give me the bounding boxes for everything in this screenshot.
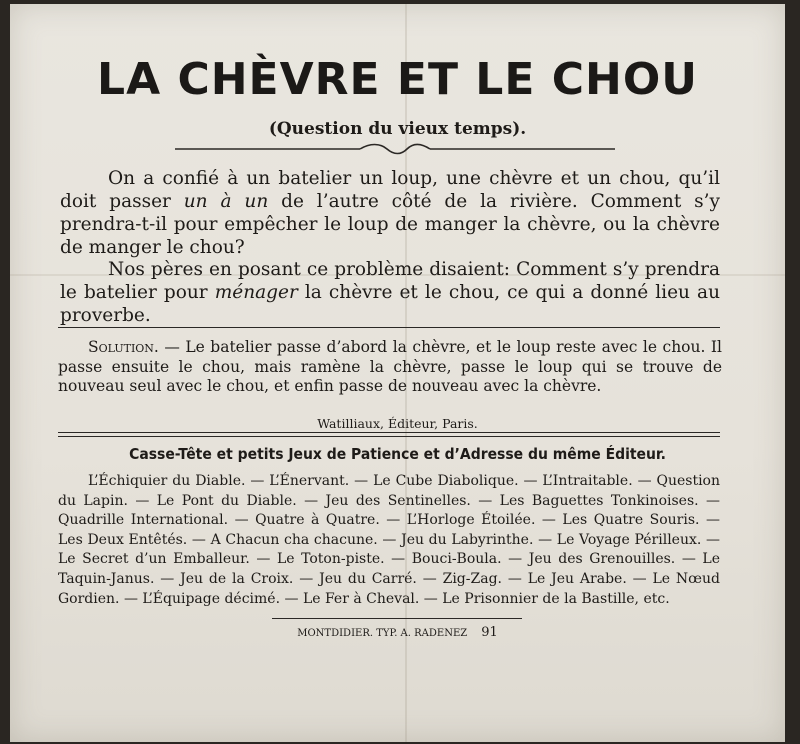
problem-text-1b: de l’autre côté de la rivière. Comment s’y prendra-t-il pour empêcher le loup de manger la chèvre, ou la chèvre de manger le chou?	[60, 191, 720, 258]
page-subtitle: (Question du vieux temps).	[268, 119, 527, 139]
divider-rule	[58, 327, 720, 328]
games-list	[58, 472, 720, 609]
printer-footer	[10, 625, 785, 640]
page-title: LA CHÈVRE ET LE CHOU	[97, 54, 698, 105]
problem-text-2b: la chèvre et le chou, ce qui a donné lieu au proverbe.	[60, 282, 720, 326]
problem-text-2a: Nos pères en posant ce problème disaient: Comment s’y prendra le batelier pour	[60, 259, 720, 303]
problem-paragraph-1	[60, 167, 720, 259]
games-list-text: L’Échiquier du Diable. — L’Énervant. — Le Cube Diabolique. — L’Intraitable. — Question du Lapin. — Le Pont du Diable. — Jeu des Sentinelles. — Les Baguettes Tonkinoises. — Quadrille International. — Quatre à Quatre. — L’Horloge Étoilée. — Les Quatre Souris. — Les Deux Entêtés. — A Chacun cha chacune. — Jeu du Labyrinthe. — Le Voyage Périlleux. — Le Secret d’un Emballeur. — Le Toton-piste. — Bouci-Boula. — Jeu des Grenouilles. — Le Taquin-Janus. — Jeu de la Croix. — Jeu du Carré. — Zig-Zag. — Le Jeu Arabe. — Le Nœud Gordien. — L’Équipage décimé. — Le Fer à Cheval. — Le Prisonnier de la Bastille, etc.	[58, 473, 720, 607]
print-number: 91	[481, 625, 498, 640]
solution-text: — Le batelier passe d’abord la chèvre, et le loup reste avec le chou. Il passe ensuite le chou, mais ramène la chèvre, passe le loup qui se trouve de nouveau seul avec le chou, et enfin passe de nouveau avec la chèvre.	[58, 338, 722, 395]
printer-imprint: MONTDIDIER. TYP. A. RADENEZ	[297, 628, 468, 639]
publisher-credit: Watilliaux, Éditeur, Paris.	[317, 416, 478, 431]
solution-label: Solution.	[88, 338, 159, 356]
footer-rule	[272, 618, 522, 619]
problem-paragraph-2	[60, 258, 720, 327]
problem-emphasis-1: un à un	[183, 191, 269, 212]
ornamental-divider	[175, 142, 615, 156]
problem-text-1a: On a confié à un batelier un loup, une chèvre et un chou, qu’il doit passer	[60, 168, 720, 212]
solution-paragraph	[58, 338, 722, 397]
catalog-heading: Casse-Tête et petits Jeux de Patience et d’Adresse du même Éditeur.	[129, 445, 666, 463]
double-divider-rule	[58, 432, 720, 437]
problem-emphasis-2: ménager	[214, 282, 298, 303]
paper-sheet	[10, 4, 785, 742]
